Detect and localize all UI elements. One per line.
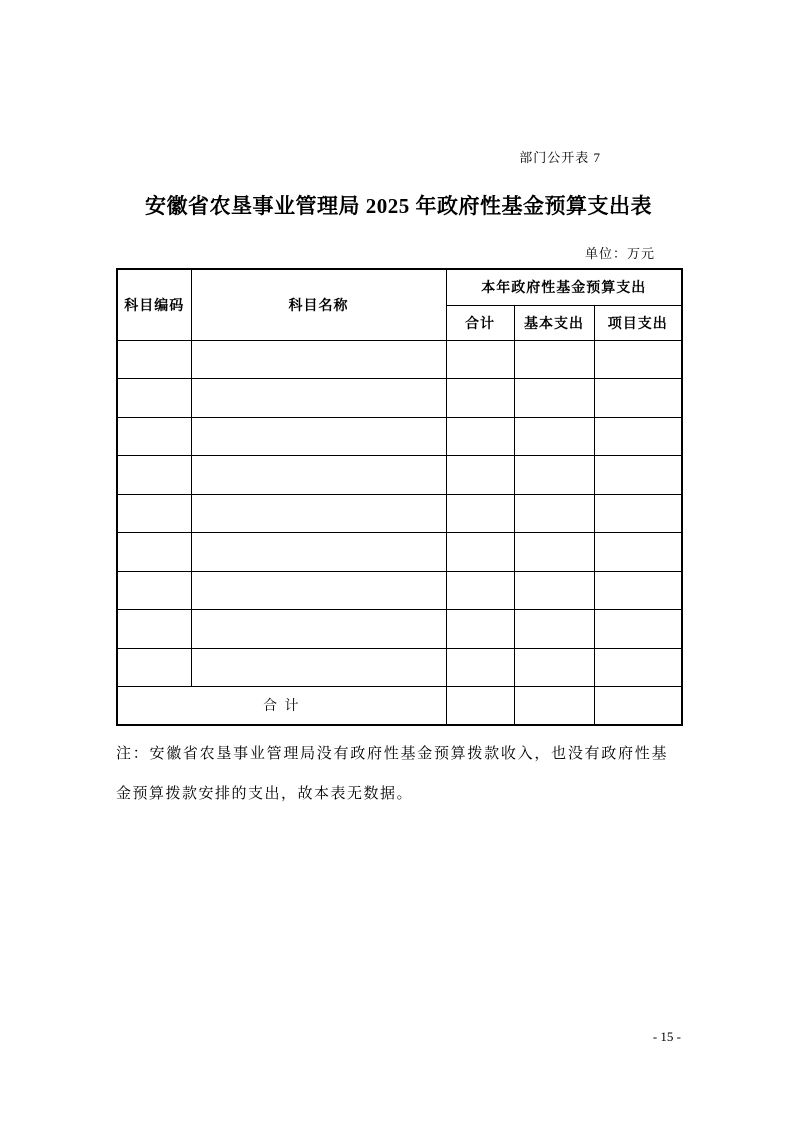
empty-cell — [446, 610, 514, 649]
col-header-basic: 基本支出 — [514, 305, 594, 340]
note-text: 注：安徽省农垦事业管理局没有政府性基金预算拨款收入，也没有政府性基金预算拨款安排的支出，故本表无数据。 — [116, 745, 668, 802]
empty-cell — [514, 533, 594, 572]
table-body — [117, 340, 682, 687]
empty-cell — [514, 340, 594, 379]
empty-cell — [191, 610, 446, 649]
col-header-group: 本年政府性基金预算支出 — [446, 269, 682, 305]
empty-cell — [117, 533, 191, 572]
empty-cell — [117, 648, 191, 687]
empty-cell — [514, 417, 594, 456]
empty-cell — [191, 456, 446, 495]
empty-cell — [514, 456, 594, 495]
page-title: 安徽省农垦事业管理局 2025 年政府性基金预算支出表 — [145, 194, 652, 218]
empty-cell — [117, 379, 191, 418]
table-row — [117, 648, 682, 687]
unit-label: 单位：万元 — [584, 246, 655, 261]
empty-cell — [191, 417, 446, 456]
empty-cell — [594, 340, 682, 379]
empty-cell — [446, 494, 514, 533]
empty-cell — [446, 379, 514, 418]
basic-value-cell — [514, 687, 594, 725]
empty-cell — [446, 456, 514, 495]
empty-cell — [191, 648, 446, 687]
col-header-name: 科目名称 — [191, 269, 446, 340]
empty-cell — [117, 340, 191, 379]
empty-cell — [446, 533, 514, 572]
table-footer — [117, 687, 682, 725]
table-row — [117, 340, 682, 379]
empty-cell — [514, 610, 594, 649]
empty-cell — [514, 648, 594, 687]
total-row — [117, 687, 682, 725]
empty-cell — [594, 494, 682, 533]
budget-table — [116, 268, 683, 726]
empty-cell — [117, 417, 191, 456]
table-row — [117, 533, 682, 572]
table-header — [117, 269, 682, 340]
empty-cell — [514, 571, 594, 610]
empty-cell — [117, 456, 191, 495]
empty-cell — [594, 533, 682, 572]
table-row — [117, 610, 682, 649]
empty-cell — [514, 379, 594, 418]
empty-cell — [594, 379, 682, 418]
project-value-cell — [594, 687, 682, 725]
empty-cell — [191, 571, 446, 610]
col-header-project: 项目支出 — [594, 305, 682, 340]
empty-cell — [191, 340, 446, 379]
empty-cell — [594, 417, 682, 456]
empty-cell — [191, 379, 446, 418]
col-header-total: 合计 — [446, 305, 514, 340]
table-row — [117, 494, 682, 533]
empty-cell — [594, 648, 682, 687]
total-value-cell — [446, 687, 514, 725]
empty-cell — [117, 494, 191, 533]
empty-cell — [594, 571, 682, 610]
empty-cell — [191, 494, 446, 533]
table-row — [117, 379, 682, 418]
table-row — [117, 417, 682, 456]
col-header-code: 科目编码 — [117, 269, 191, 340]
empty-cell — [117, 571, 191, 610]
empty-cell — [191, 533, 446, 572]
empty-cell — [446, 571, 514, 610]
total-label: 合 计 — [117, 687, 446, 725]
table-row — [117, 456, 682, 495]
empty-cell — [594, 610, 682, 649]
table-row — [117, 571, 682, 610]
empty-cell — [446, 648, 514, 687]
empty-cell — [514, 494, 594, 533]
page-number: - 15 - — [652, 1029, 681, 1044]
doc-ref-label: 部门公开表 7 — [519, 150, 601, 165]
empty-cell — [446, 417, 514, 456]
empty-cell — [117, 610, 191, 649]
header-row-top — [117, 269, 682, 305]
empty-cell — [594, 456, 682, 495]
empty-cell — [446, 340, 514, 379]
